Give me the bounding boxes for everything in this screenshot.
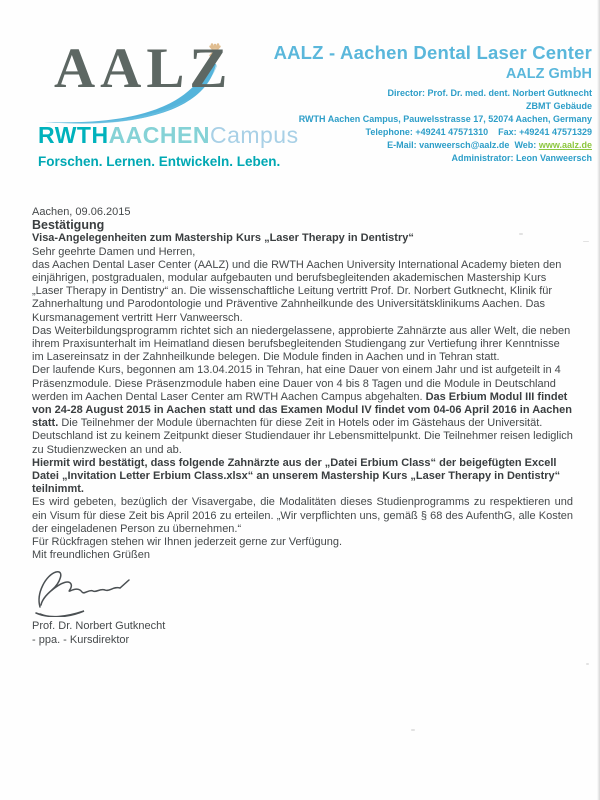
subject-line: Visa-Angelegenheiten zum Mastership Kurs „Laser Therapy in Dentistry“ — [32, 232, 414, 245]
schedule-text-normal-2: Die Teilnehmer der Module übernachten für diese Zeit in Hotels oder im Gästehaus der Universität. Deutschland ist zu keinem Zeitpunkt dieser Studiendauer ihr Lebensmittelpunkt. Die Teilnehmer reisen lediglich zu Studienzwecken an und ab. — [32, 417, 573, 456]
telephone-number: Telephone: +49241 47571310 — [365, 127, 489, 137]
valediction: Mit freundlichen Grüßen — [32, 549, 150, 562]
schedule-text-bold-dates: Das Erbium Modul III findet von 24-28 August 2015 in Aachen statt und das Examen Modul IV findet vom 04-06 April 2016 in Aachen statt. — [32, 390, 572, 430]
logo-campus: Campus — [209, 122, 299, 148]
letter-heading: Bestätigung — [32, 218, 105, 233]
paragraph-confirmation: Hiermit wird bestätigt, dass folgende Zahnärzte aus der „Datei Erbium Class“ der beigefügten Excell Datei „Invitation Letter Erbium Class.xlsx“ an unserem Mastership Kurs „Laser Therapy in Dentistry“ teilnimmt. — [32, 456, 561, 496]
email-web-line — [262, 139, 592, 152]
org-subtitle: AALZ GmbH — [505, 66, 592, 82]
administrator-line: Administrator: Leon Vanweersch — [451, 153, 592, 163]
logo-aachen: AACHEN — [108, 122, 210, 148]
salutation: Sehr geehrte Damen und Herren, — [32, 245, 196, 258]
logo-rwth: RWTH — [38, 122, 109, 148]
signer-title: - ppa. - Kursdirektor — [32, 634, 130, 647]
handwritten-signature — [32, 567, 573, 617]
letterhead — [0, 0, 600, 195]
signature-scribble — [32, 567, 142, 617]
email-address: E-Mail: vanweersch@aalz.de — [387, 140, 510, 150]
schedule-text-normal-1: Der laufende Kurs, begonnen am 13.04.2015 in Tehran, hat eine Dauer von einem Jahr und ist aufgeteilt in 4 Präsenzmodule. Diese Präsenzmodule haben eine Dauer von 4 bis 8 Tagen und die Module in Deutschland werden im Aachen Dental Laser Center am RWTH Aachen Campus abgehalten. — [32, 364, 561, 403]
phone-fax-line — [262, 126, 592, 139]
scan-artifact — [586, 663, 589, 665]
paragraph-course-schedule — [32, 364, 573, 456]
website-link[interactable]: www.aalz.de — [538, 140, 592, 150]
signature-block — [32, 619, 573, 647]
logo-wordmark: AALZ — [54, 37, 233, 100]
fax-number: Fax: +49241 47571329 — [498, 127, 592, 137]
director-line: Director: Prof. Dr. med. dent. Norbert Gutknecht — [387, 88, 592, 98]
closing-line: Für Rückfragen stehen wir Ihnen jederzeit gerne zur Verfügung. — [32, 536, 343, 549]
paragraph-program-audience: Das Weiterbildungsprogramm richtet sich an niedergelassene, approbierte Zahnärzte aus aller Welt, die neben ihrem Praxisunterhalt im Heimatland diesen berufsbegleitenden Studiengang zur Vertiefung ihrer Kenntnisse im Lasereinsatz in der Zahnheilkunde belegen. Die Module finden in Aachen und in Tehran statt. — [32, 324, 571, 364]
paragraph-visa-request: Es wird gebeten, bezüglich der Visavergabe, die Modalitäten dieses Studienprogramms zu respektieren und ein Visum für diese Zeit bis April 2016 zu erteilen. „Wir verpflichten uns, gemäß § 68 des AufenthG, alle Kosten der eingeladenen Person zu übernehmen.“ — [32, 496, 573, 535]
scan-artifact — [519, 233, 523, 235]
org-title: AALZ - Aachen Dental Laser Center — [273, 42, 592, 63]
scan-artifact — [583, 241, 589, 242]
logo-slogan: Forschen. Lernen. Entwickeln. Leben. — [38, 154, 281, 169]
date-place-line: Aachen, 09.06.2015 — [32, 206, 131, 218]
letter-body — [32, 206, 573, 647]
paragraph-course-intro: das Aachen Dental Laser Center (AALZ) und die RWTH Aachen University International Academy bieten den einjährigen, postgradualen, modular aufgebauten und berufsbegleitenden akademischen Mastership Kurs „Laser Therapy in Dentistry“ an. Die wissenschaftliche Leitung vertritt Prof. Dr. Norbert Gutknecht, Klinik für Zahnerhaltung und Parodontologie und Präventive Zahnheilkunde des Universitätsklinikums Aachen. Das Kursmanagement vertritt Herr Vanweersch. — [32, 258, 562, 324]
rwth-aachen-campus-line — [38, 124, 299, 147]
address-line: RWTH Aachen Campus, Pauwelsstrasse 17, 52074 Aachen, Germany — [298, 114, 592, 124]
signer-name: Prof. Dr. Norbert Gutknecht — [32, 620, 166, 633]
web-label: Web: — [514, 140, 537, 150]
scan-artifact — [411, 729, 415, 731]
letterhead-contact-block — [262, 42, 592, 165]
aalz-logo — [30, 32, 300, 182]
building-line: ZBMT Gebäude — [525, 101, 592, 111]
